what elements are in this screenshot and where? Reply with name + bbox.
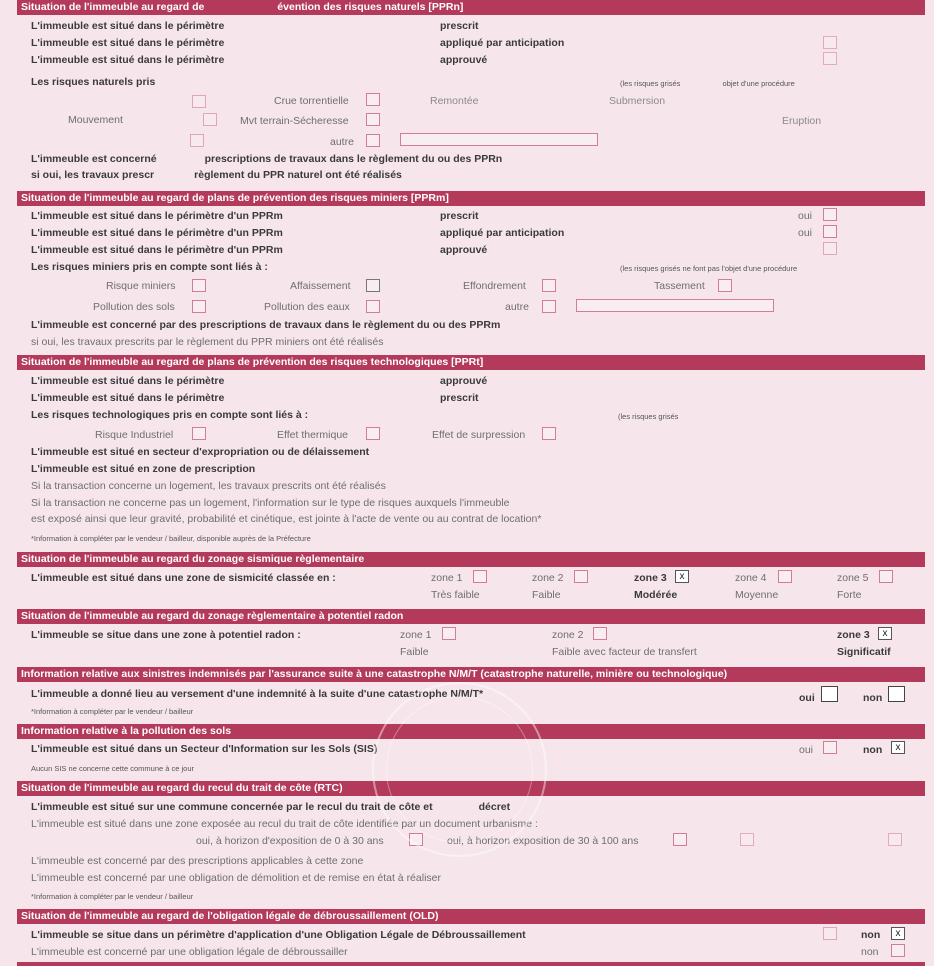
section-header-pprn (17, 0, 925, 15)
rtc-line1-start: L'immeuble est situé sur une commune concernée par le recul du trait de côte et (31, 801, 433, 813)
section-header-pprt: Situation de l'immeuble au regard de plans de prévention des risques technologiques [PPRt] (17, 355, 925, 370)
pprn-travaux2-end: règlement du PPR naturel ont été réalisés (194, 169, 402, 181)
pprm-risk-checkbox-tassement[interactable] (718, 279, 732, 292)
sinistres-line: L'immeuble a donné lieu au versement d'une indemnité à la suite d'une catastrophe N/M/T* (31, 688, 484, 700)
pprn-row3-label: L'immeuble est situé dans le périmètre (31, 54, 225, 66)
pprn-travaux2-start: si oui, les travaux prescr (31, 169, 155, 181)
pprt-row2-label: L'immeuble est situé dans le périmètre (31, 392, 225, 404)
pollution-line: L'immeuble est situé dans un Secteur d'Information sur les Sols (SIS) (31, 743, 378, 755)
section-header-rtc: Situation de l'immeuble au regard du recul du trait de côte (RTC) (17, 781, 925, 796)
sinistres-footnote: *Information à compléter par le vendeur / bailleur (31, 707, 194, 716)
sismique-zone-2-checkbox[interactable] (574, 570, 588, 583)
old-oui-checkbox-1[interactable] (823, 927, 837, 940)
pprm-risk-checkbox-pollution-sols[interactable] (192, 300, 206, 313)
radon-zone-3-checkbox[interactable]: x (878, 627, 892, 640)
section-header-pollution: Information relative à la pollution des sols (17, 724, 925, 739)
sismique-zone-5-desc: Forte (837, 589, 862, 601)
radon-zone-1-checkbox[interactable] (442, 627, 456, 640)
pprn-risk-checkbox-mouvement[interactable] (203, 113, 217, 126)
pprt-risk-thermique: Effet thermique (277, 429, 349, 441)
rtc-horizon-30: oui, à horizon d'exposition de 0 à 30 ans (196, 835, 384, 847)
rtc-oui-checkbox[interactable] (740, 833, 754, 846)
rtc-line4: L'immeuble est concerné par une obligation de démolition et de remise en état à réaliser (31, 872, 441, 884)
pprn-risk-checkbox-feux[interactable] (190, 134, 204, 147)
pprt-footnote: *Information à compléter par le vendeur / bailleur, disponible auprès de la Préfecture (31, 534, 311, 543)
pprn-header-start: Situation de l'immeuble au regard de (21, 1, 205, 13)
pprn-status-anticipation: appliqué par anticipation (440, 37, 565, 49)
pprn-travaux1-end: prescriptions de travaux dans le règlement du ou des PPRn (204, 153, 503, 165)
sismique-zone-4-checkbox[interactable] (778, 570, 792, 583)
sismique-zone-1-label: zone 1 (431, 572, 463, 584)
radon-line: L'immeuble se situe dans une zone à potentiel radon : (31, 629, 301, 641)
sismique-zone-3-checkbox[interactable]: x (675, 570, 689, 583)
pprt-line-prescription: L'immeuble est situé en zone de prescription (31, 463, 256, 475)
pprm-status-prescrit: prescrit (440, 210, 479, 222)
pprm-status-approuve: approuvé (440, 244, 488, 256)
pprt-risk-checkbox-surpression[interactable] (542, 427, 556, 440)
pprm-oui-checkbox-2[interactable] (823, 225, 837, 238)
pprt-risk-surpression: Effet de surpression (432, 429, 526, 441)
pprn-oui-checkbox-2[interactable] (823, 36, 837, 49)
pprn-risk-checkbox-inondation[interactable] (192, 95, 206, 108)
pprn-risk-mvt-sech: Mvt terrain-Sécheresse (240, 115, 349, 127)
pprn-status-approuve: approuvé (440, 54, 488, 66)
rtc-footnote: *Information à compléter par le vendeur / bailleur (31, 892, 194, 901)
section-header-radon: Situation de l'immeuble au regard du zonage règlementaire à potentiel radon (17, 609, 925, 624)
rtc-non-checkbox[interactable] (888, 833, 902, 846)
pprn-greyed-note-end: objet d'une procédure (722, 79, 795, 88)
section-header-sinistres: Information relative aux sinistres indemnisés par l'assurance suite à une catastrophe N/M/T (catastrophe naturelle, minière ou technologique) (17, 667, 925, 682)
pprn-travaux-line2 (31, 169, 402, 182)
radon-zone-2-checkbox[interactable] (593, 627, 607, 640)
pollution-footnote: Aucun SIS ne concerne cette commune à ce jour (31, 764, 195, 773)
old-line2: L'immeuble est concerné par une obligation légale de débroussailler (31, 946, 348, 958)
pprn-risk-checkbox-crue[interactable] (366, 93, 380, 106)
pprt-line-expropriation: L'immeuble est situé en secteur d'expropriation ou de délaissement (31, 446, 370, 458)
pprm-row1-label: L'immeuble est situé dans le périmètre d'un PPRm (31, 210, 283, 222)
pprn-risk-eruption: Eruption (782, 115, 822, 127)
old-non-label-2: non (861, 946, 879, 958)
pollution-non-label: non (863, 744, 883, 756)
pprm-greyed-note: (les risques grisés ne font pas l'objet d'une procédure (620, 264, 798, 273)
pprn-risk-checkbox-mvt-sech[interactable] (366, 113, 380, 126)
pprn-row2-label: L'immeuble est situé dans le périmètre (31, 37, 225, 49)
pprt-status-prescrit: prescrit (440, 392, 479, 404)
pprt-line-logement: Si la transaction concerne un logement, les travaux prescrits ont été réalisés (31, 480, 386, 492)
pprm-row2-label: L'immeuble est situé dans le périmètre d'un PPRm (31, 227, 283, 239)
pprn-row1-label: L'immeuble est situé dans le périmètre (31, 20, 225, 32)
pprt-risk-industriel: Risque Industriel (95, 429, 174, 441)
old-non-checkbox-2[interactable] (891, 944, 905, 957)
pprm-risk-autre: autre (505, 301, 529, 313)
pprm-oui-label-1: oui (798, 210, 813, 222)
sismique-zone-3-label: zone 3 (634, 572, 667, 584)
radon-zone-3-desc: Significatif (837, 646, 891, 658)
pprn-header-end: évention des risques naturels [PPRn] (277, 1, 464, 13)
sinistres-oui-label: oui (799, 692, 815, 704)
pprn-status-prescrit: prescrit (440, 20, 479, 32)
pollution-oui-label: oui (799, 744, 814, 756)
pprn-risk-autre: autre (330, 136, 354, 148)
pprm-risk-effondrement: Effondrement (463, 280, 526, 292)
watermark-seal (372, 682, 547, 857)
pprn-risk-autre-field[interactable] (400, 133, 598, 146)
pprn-oui-checkbox-3[interactable] (823, 52, 837, 65)
rtc-line1-end: décret (478, 801, 511, 813)
sismique-zone-3-desc: Modérée (634, 589, 678, 601)
pprm-risk-miniers: Risque miniers (106, 280, 176, 292)
pprt-greyed-note: (les risques grisés (618, 412, 679, 421)
pprt-line-non-logement-2: est exposé ainsi que leur gravité, probabilité et cinétique, est jointe à l'acte de vente ou au contrat de location* (31, 513, 542, 525)
pprm-risk-checkbox-autre[interactable] (542, 300, 556, 313)
pprt-row1-label: L'immeuble est situé dans le périmètre (31, 375, 225, 387)
pprm-oui-checkbox-3[interactable] (823, 242, 837, 255)
pprn-greyed-note-start: (les risques grisés (620, 79, 681, 88)
rtc-horizon-100-start: oui, à horizon (447, 835, 511, 847)
section-header-sismique: Situation de l'immeuble au regard du zonage sismique règlementaire (17, 552, 925, 567)
pprn-greyed-note (620, 77, 795, 90)
pprn-risk-remontee: Remontée (430, 95, 479, 107)
rtc-line2-start: L'immeuble est situé dans une zone exposée au recul du trait de côte identifiée par un document (31, 818, 481, 830)
radon-zone-2-desc: Faible avec facteur de transfert (552, 646, 697, 658)
pprm-risk-checkbox-affaissement[interactable] (366, 279, 380, 292)
pprm-risk-checkbox-pollution-eaux[interactable] (366, 300, 380, 313)
old-non-checkbox-1[interactable]: x (891, 927, 905, 940)
pprm-travaux-line2: si oui, les travaux prescrits par le règlement du PPR miniers ont été réalisés (31, 336, 384, 348)
pprn-travaux-line1 (31, 153, 502, 166)
rtc-horizon-100-checkbox[interactable] (673, 833, 687, 846)
pprm-risk-checkbox-effondrement[interactable] (542, 279, 556, 292)
pprm-oui-checkbox-1[interactable] (823, 208, 837, 221)
radon-zone-1-desc: Faible (400, 646, 429, 658)
sinistres-non-checkbox[interactable] (888, 686, 905, 702)
pprm-oui-label-2: oui (798, 227, 813, 239)
pprt-risk-checkbox-thermique[interactable] (366, 427, 380, 440)
sismique-zone-1-checkbox[interactable] (473, 570, 487, 583)
pprm-row3-label: L'immeuble est situé dans le périmètre d'un PPRm (31, 244, 283, 256)
pprm-status-anticipation: appliqué par anticipation (440, 227, 565, 239)
rtc-line3: L'immeuble est concerné par des prescriptions applicables à cette zone (31, 855, 364, 867)
pprn-travaux1-start: L'immeuble est concerné (31, 153, 157, 165)
pprt-risks-intro: Les risques technologiques pris en compte sont liés à : (31, 409, 309, 421)
pprm-risk-autre-field[interactable] (576, 299, 774, 312)
pprm-risk-pollution-eaux: Pollution des eaux (264, 301, 350, 313)
pprm-risk-tassement: Tassement (654, 280, 705, 292)
pprm-risk-affaissement: Affaissement (290, 280, 351, 292)
pprn-risk-checkbox-autre[interactable] (366, 134, 380, 147)
pollution-oui-checkbox[interactable] (823, 741, 837, 754)
rtc-line2-end: urbanisme : (483, 818, 538, 830)
radon-zone-2-label: zone 2 (552, 629, 584, 641)
pprn-risk-crue: Crue torrentielle (274, 95, 349, 107)
sismique-zone-4-desc: Moyenne (735, 589, 779, 601)
sinistres-non-label: non (863, 692, 883, 704)
pprm-risk-checkbox-miniers[interactable] (192, 279, 206, 292)
sismique-zone-2-desc: Faible (532, 589, 561, 601)
pprm-travaux-line1: L'immeuble est concerné par des prescriptions de travaux dans le règlement du ou des PPRm (31, 319, 501, 331)
pprm-risk-pollution-sols: Pollution des sols (93, 301, 175, 313)
pprn-risk-mouvement: Mouvement (68, 114, 123, 126)
section-header-pprm: Situation de l'immeuble au regard de plans de prévention des risques miniers [PPRm] (17, 191, 925, 206)
pprt-status-approuve: approuvé (440, 375, 488, 387)
sismique-zone-5-label: zone 5 (837, 572, 869, 584)
sismique-zone-1-desc: Très faible (431, 589, 480, 601)
sismique-zone-5-checkbox[interactable] (879, 570, 893, 583)
old-non-label-1: non (861, 929, 881, 941)
pprm-risks-intro: Les risques miniers pris en compte sont liés à : (31, 261, 268, 273)
rtc-horizon-100-end: exposition de 30 à 100 ans (512, 835, 639, 847)
old-line1: L'immeuble se situe dans un périmètre d'application d'une Obligation Légale de Débroussaillement (31, 929, 526, 941)
section-header-old: Situation de l'immeuble au regard de l'obligation légale de débroussaillement (OLD) (17, 909, 925, 924)
pollution-non-checkbox[interactable]: x (891, 741, 905, 754)
bottom-rule (17, 962, 925, 966)
sismique-zone-4-label: zone 4 (735, 572, 767, 584)
pprt-risk-checkbox-industriel[interactable] (192, 427, 206, 440)
pprt-line-non-logement: Si la transaction ne concerne pas un logement, l'information sur le type de risques auxquels l'immeuble (31, 497, 510, 509)
sismique-zone-2-label: zone 2 (532, 572, 564, 584)
radon-zone-3-label: zone 3 (837, 629, 870, 641)
radon-zone-1-label: zone 1 (400, 629, 432, 641)
pprn-risks-intro: Les risques naturels pris (31, 76, 156, 88)
sinistres-oui-checkbox[interactable] (821, 686, 838, 702)
watermark-seal-ring (386, 696, 533, 843)
sismique-line: L'immeuble est situé dans une zone de sismicité classée en : (31, 572, 336, 584)
pprn-risk-submersion: Submersion (609, 95, 666, 107)
